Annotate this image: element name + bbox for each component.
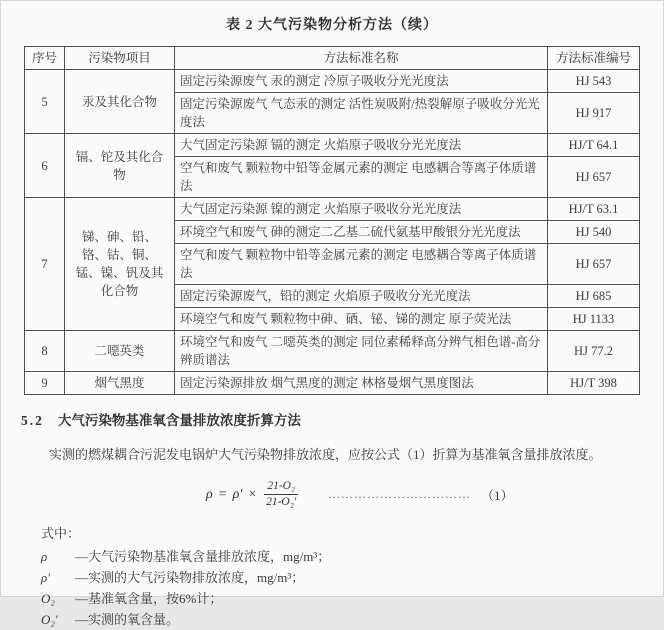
cell-method-name: 大气固定污染源 镉的测定 火焰原子吸收分光光度法: [175, 134, 548, 157]
equals-sign: =: [218, 486, 227, 502]
definitions-intro: 式中：: [41, 526, 81, 541]
symbol-rho: ρ: [41, 549, 48, 564]
cell-pollutant: 二噁英类: [65, 331, 175, 372]
cell-method-name: 空气和废气 颗粒物中铅等金属元素的测定 电感耦合等离子体质谱法: [175, 244, 548, 285]
cell-method-code: HJ 685: [548, 285, 640, 308]
section-number: 5.2: [21, 413, 44, 428]
formula-leader-dots: ……………………………: [327, 487, 471, 501]
section-heading: [21, 409, 663, 429]
table-row: [25, 70, 640, 93]
cell-method-code: HJ 1133: [548, 308, 640, 331]
table-header-row: [25, 47, 640, 70]
table-title: 表 2 大气污染物分析方法（续）: [226, 18, 438, 33]
multiplication-sign: ×: [248, 486, 257, 502]
symbol-o2-description: —基准氧含量，按6%计；: [75, 591, 223, 606]
header-serial-number: 序号: [25, 47, 65, 70]
pollutant-methods-table: [24, 46, 640, 395]
definition-row: [41, 588, 663, 609]
symbol-o2-prime-description: —实测的氧含量。: [75, 612, 180, 627]
cell-method-name: 固定污染源排放 烟气黑度的测定 林格曼烟气黑度图法: [175, 372, 548, 395]
symbol-rho-prime: ρ′: [41, 570, 51, 585]
section-5-2: [21, 409, 663, 429]
cell-serial: 9: [25, 372, 65, 395]
cell-method-name: 大气固定污染源 镍的测定 火焰原子吸收分光光度法: [175, 198, 548, 221]
cell-method-code: HJ 917: [548, 93, 640, 134]
formula-1: [1, 480, 663, 509]
cell-pollutant: 烟气黑度: [65, 372, 175, 395]
symbol-o2: O₂: [41, 591, 55, 606]
cell-method-name: 空气和废气 颗粒物中铅等金属元素的测定 电感耦合等离子体质谱法: [175, 157, 548, 198]
formula-fraction: [264, 480, 298, 509]
section-heading-text: 大气污染物基准氧含量排放浓度折算方法: [57, 413, 301, 428]
cell-method-code: HJ 543: [548, 70, 640, 93]
formula-measured-var: ρ′: [232, 486, 243, 502]
cell-method-code: HJ/T 64.1: [548, 134, 640, 157]
fraction-denominator: 21-O₂′: [266, 496, 297, 508]
cell-method-name: 环境空气和废气 砷的测定二乙基二硫代氨基甲酸银分光光度法: [175, 221, 548, 244]
definition-row: [41, 546, 663, 567]
symbol-definitions: [41, 523, 663, 630]
formula-lhs: ρ: [206, 486, 213, 502]
cell-method-code: HJ 657: [548, 244, 640, 285]
cell-method-code: HJ 657: [548, 157, 640, 198]
definition-row: [41, 567, 663, 588]
cell-method-name: 固定污染源废气 汞的测定 冷原子吸收分光光度法: [175, 70, 548, 93]
cell-serial: 5: [25, 70, 65, 134]
cell-method-code: HJ/T 398: [548, 372, 640, 395]
cell-pollutant: 汞及其化合物: [65, 70, 175, 134]
table-row: [25, 134, 640, 157]
cell-pollutant: 镉、铊及其化合物: [65, 134, 175, 198]
header-method-standard-code: 方法标准编号: [548, 47, 640, 70]
symbol-o2-prime: O₂′: [41, 612, 58, 627]
cell-method-name: 环境空气和废气 二噁英类的测定 同位素稀释高分辨气相色谱-高分辨质谱法: [175, 331, 548, 372]
header-pollutant-item: 污染物项目: [65, 47, 175, 70]
fraction-numerator: 21-O₂: [264, 480, 298, 495]
cell-serial: 6: [25, 134, 65, 198]
cell-serial: 8: [25, 331, 65, 372]
cell-method-name: 固定污染源废气，铅的测定 火焰原子吸收分光光度法: [175, 285, 548, 308]
table-row: [25, 372, 640, 395]
cell-pollutant: 锑、砷、铅、铬、钴、铜、锰、镍、钒及其化合物: [65, 198, 175, 331]
cell-serial: 7: [25, 198, 65, 331]
cell-method-code: HJ 77.2: [548, 331, 640, 372]
formula-number: （1）: [480, 488, 514, 503]
cell-method-code: HJ/T 63.1: [548, 198, 640, 221]
definition-row: [41, 609, 663, 630]
table-row: [25, 198, 640, 221]
cell-method-code: HJ 540: [548, 221, 640, 244]
cell-method-name: 环境空气和废气 颗粒物中砷、硒、铋、锑的测定 原子荧光法: [175, 308, 548, 331]
symbol-rho-description: —大气污染物基准氧含量排放浓度，mg/m³；: [75, 549, 331, 564]
symbol-rho-prime-description: —实测的大气污染物排放浓度，mg/m³；: [75, 570, 305, 585]
header-method-standard-name: 方法标准名称: [175, 47, 548, 70]
table-row: [25, 331, 640, 372]
cell-method-name: 固定污染源废气 气态汞的测定 活性炭吸附/热裂解原子吸收分光光度法: [175, 93, 548, 134]
section-paragraph: 实测的燃煤耦合污泥发电锅炉大气污染物排放浓度，应按公式（1）折算为基准氧含量排放浓度。: [49, 447, 602, 462]
